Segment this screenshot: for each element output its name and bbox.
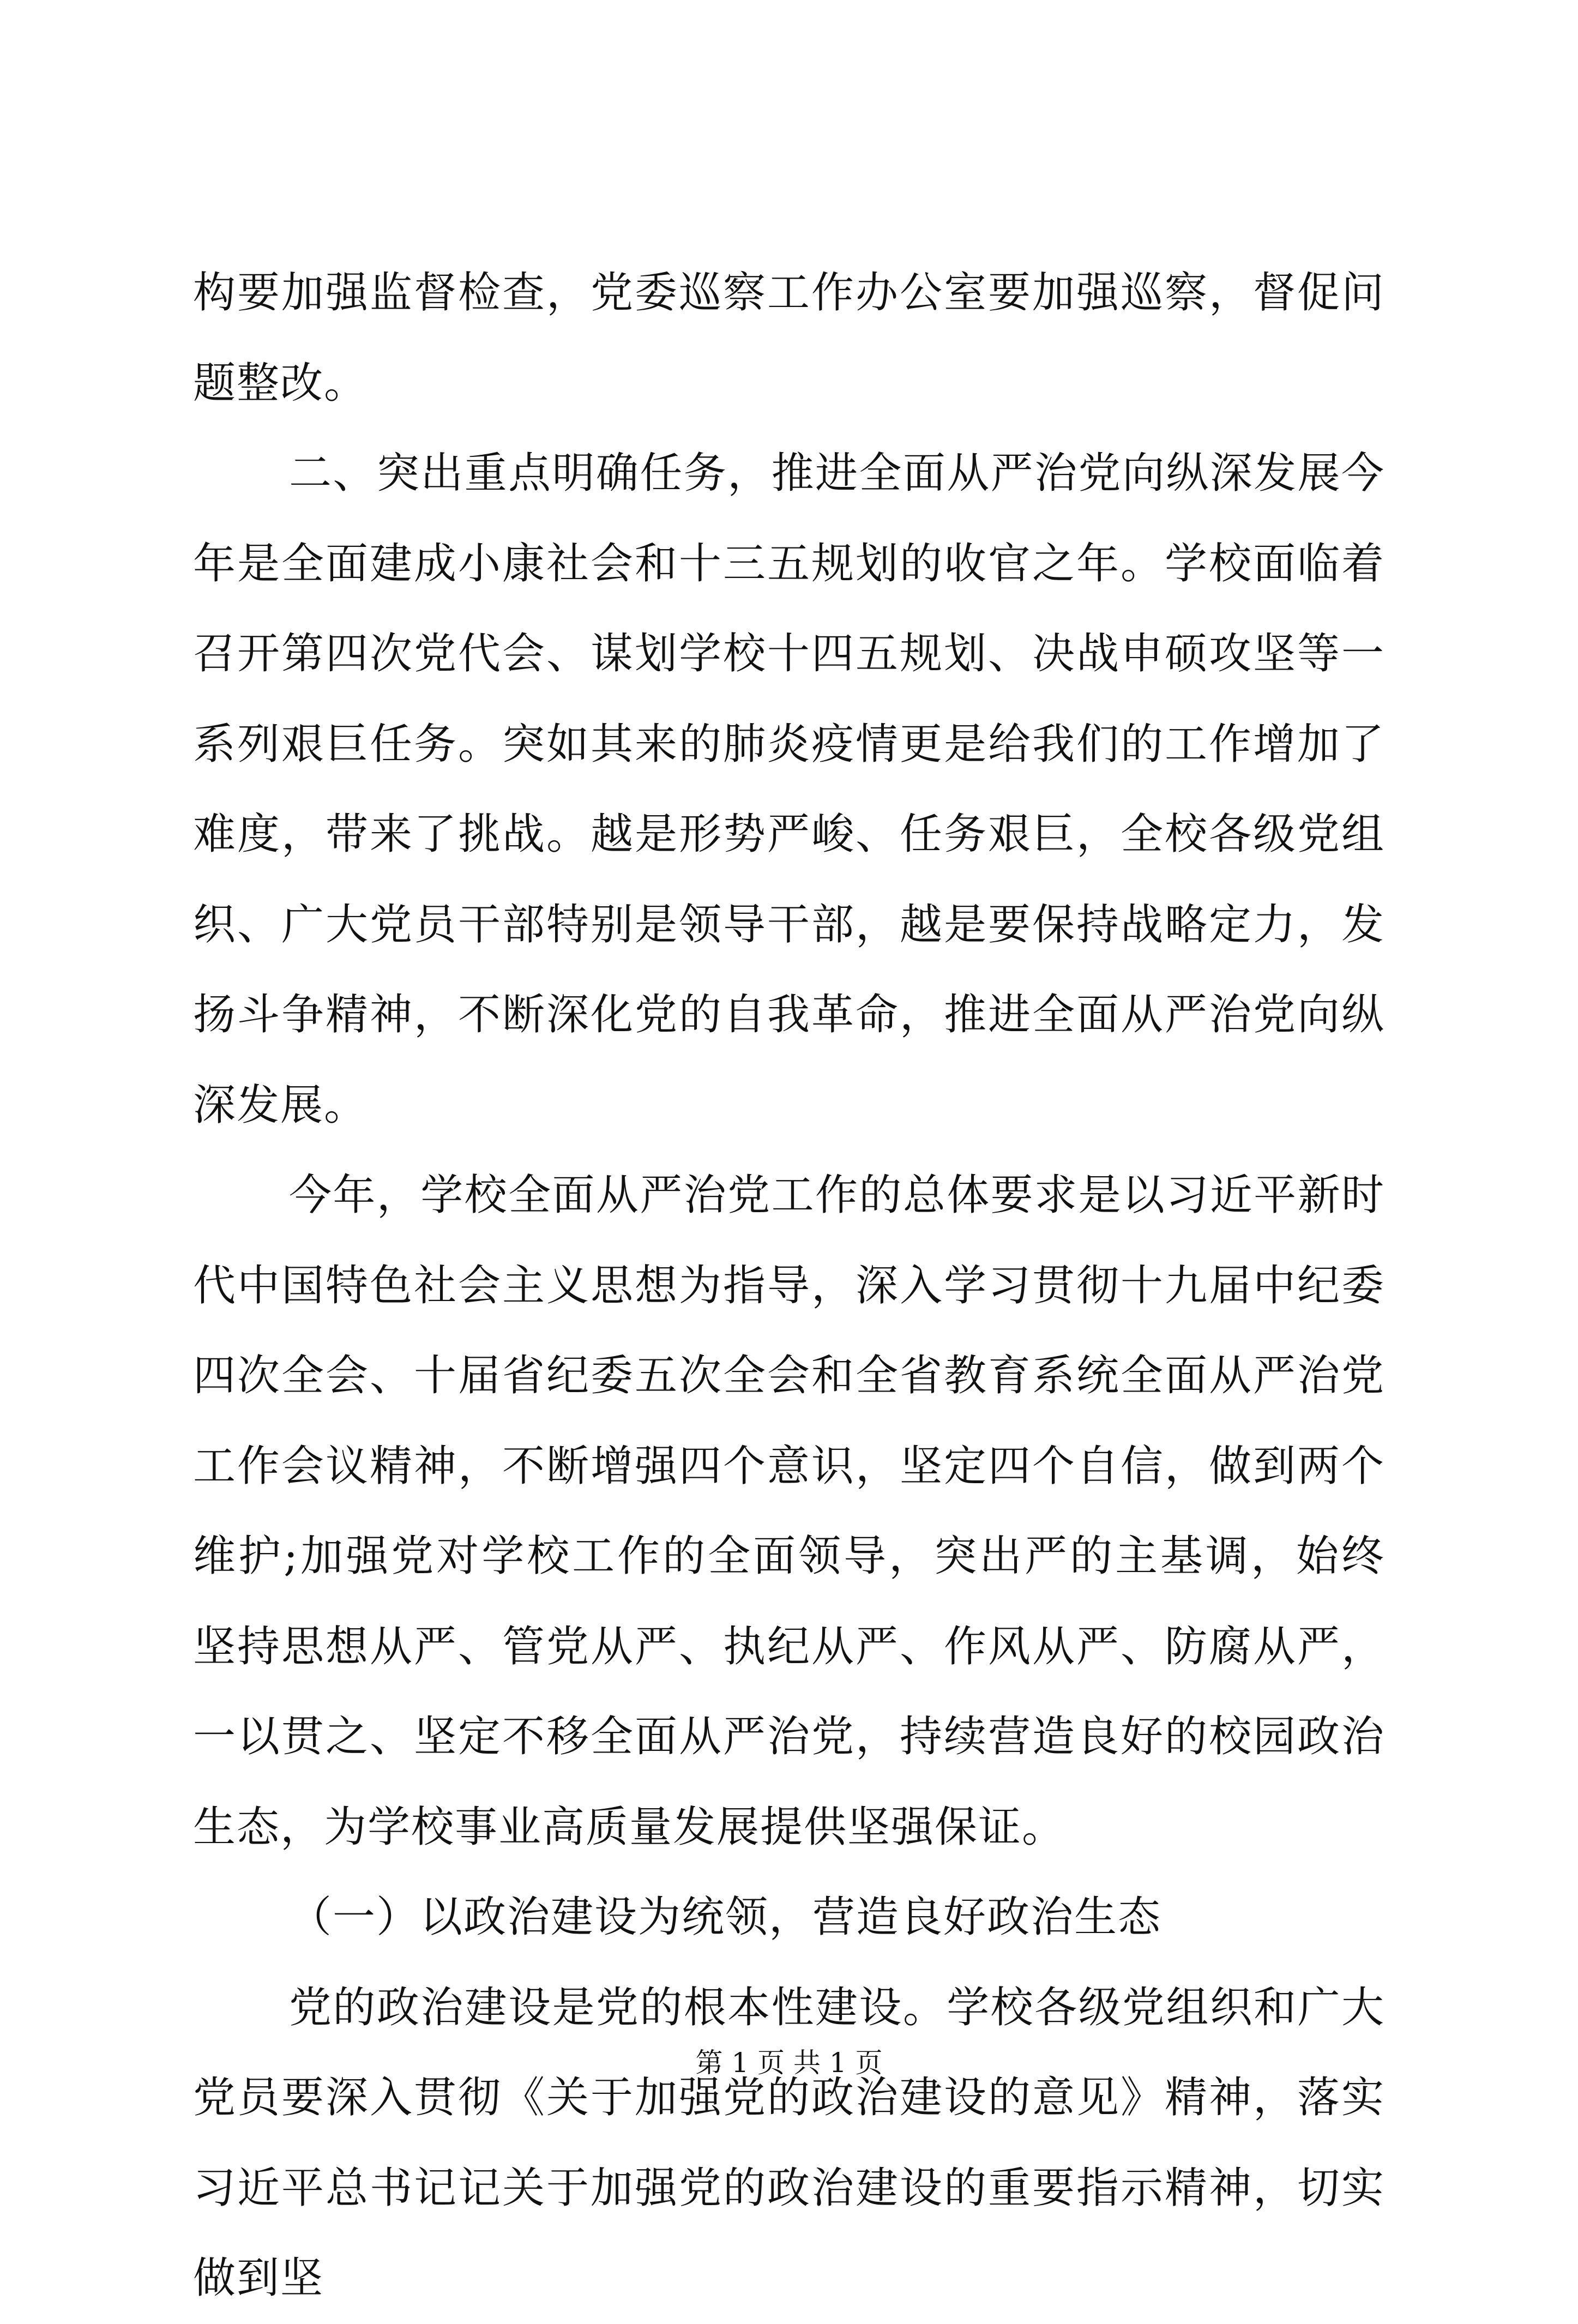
- paragraph-2: 二、突出重点明确任务，推进全面从严治党向纵深发展今年是全面建成小康社会和十三五规划的收官之年。学校面临着召开第四次党代会、谋划学校十四五规划、决战申硕攻坚等一系列艰巨任务。突如其来的肺炎疫情更是给我们的工作增加了难度，带来了挑战。越是形势严峻、任务艰巨，全校各级党组织、广大党员干部特别是领导干部，越是要保持战略定力，发扬斗争精神，不断深化党的自我革命，推进全面从严治党向纵深发展。: [193, 449, 1385, 1130]
- page-number-label: 第 1 页 共 1 页: [695, 2047, 883, 2079]
- paragraph-1: 构要加强监督检查，党委巡察工作办公室要加强巡察，督促问题整改。: [193, 268, 1385, 408]
- document-body: [193, 248, 1385, 2324]
- section-heading: （一）以政治建设为统领，营造良好政治生态: [289, 1893, 1162, 1942]
- paragraph-4: 党的政治建设是党的根本性建设。学校各级党组织和广大党员要深入贯彻《关于加强党的政治建设的意见》精神，落实习近平总书记记关于加强党的政治建设的重要指示精神，切实做到坚: [193, 1983, 1385, 2303]
- paragraph-3: 今年，学校全面从严治党工作的总体要求是以习近平新时代中国特色社会主义思想为指导，深入学习贯彻十九届中纪委四次全会、十届省纪委五次全会和全省教育系统全面从严治党工作会议精神，不断增强四个意识，坚定四个自信，做到两个维护;加强党对学校工作的全面领导，突出严的主基调，始终坚持思想从严、管党从严、执纪从严、作风从严、防腐从严，一以贯之、坚定不移全面从严治党，持续营造良好的校园政治生态，为学校事业高质量发展提供坚强保证。: [193, 1171, 1385, 1852]
- page-footer: [0, 2044, 1578, 2082]
